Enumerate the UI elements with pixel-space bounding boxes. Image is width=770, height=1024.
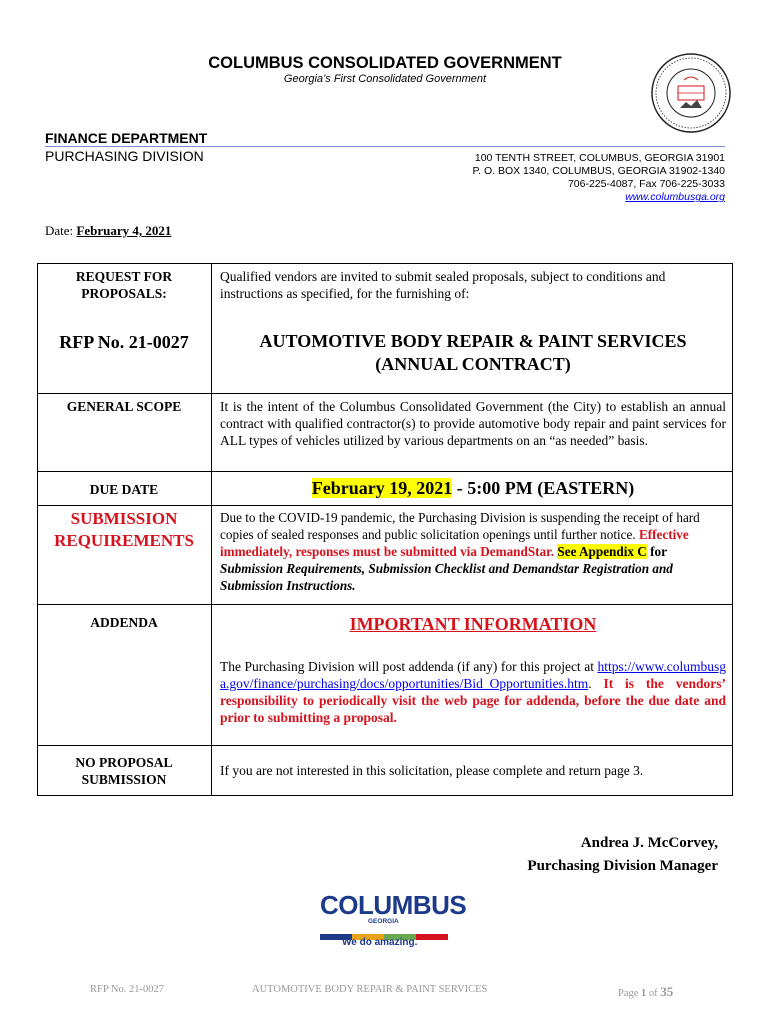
due-date-highlight: February 19, 2021: [311, 478, 453, 498]
important-heading: IMPORTANT INFORMATION: [349, 614, 597, 634]
submission-for: for: [646, 544, 667, 559]
rfp-title-line: AUTOMOTIVE BODY REPAIR & PAINT SERVICES: [259, 331, 687, 351]
scope-label: GENERAL SCOPE: [66, 399, 182, 414]
addenda-body: The Purchasing Division will post addenda (if any) for this project at: [220, 659, 598, 674]
submission-demandstar: Effective immediately, responses must be submitted via DemandStar.: [220, 527, 689, 559]
columbus-logo: [318, 890, 467, 952]
address-line: 100 TENTH STREET, COLUMBUS, GEORGIA 31901: [474, 152, 725, 164]
footer-page-of: of: [646, 988, 661, 999]
due-date-label: DUE DATE: [89, 482, 159, 497]
table-row-divider: [37, 745, 733, 746]
footer-rfp-number: RFP No. 21-0027: [90, 984, 164, 995]
table-column-divider: [211, 263, 212, 796]
logo-state: GEORGIA: [368, 918, 399, 925]
footer-page-prefix: Page: [618, 988, 642, 999]
date-label: Date:: [45, 223, 74, 238]
due-time: - 5:00 PM (EASTERN): [452, 478, 635, 498]
city-seal-icon: [650, 52, 732, 134]
date-line: [45, 223, 171, 239]
footer-page-number: 1: [641, 988, 647, 999]
scope-text: It is the intent of the Columbus Consolidated Government (the City) to establish an annual contract with qualified contractor(s) to provide automotive body repair and paint services for ALL types of vehicles utilized by various departments on an “as needed” basis.: [220, 399, 726, 448]
footer-page-total: 35: [660, 984, 674, 999]
submission-label: SUBMISSION REQUIREMENTS: [54, 509, 194, 550]
table-row-divider: [37, 393, 733, 394]
logo-wordmark: COLUMBUS: [320, 890, 467, 920]
logo-tagline: We do amazing.: [342, 937, 418, 948]
footer-title: AUTOMOTIVE BODY REPAIR & PAINT SERVICES: [252, 984, 488, 995]
address-block: [472, 152, 725, 204]
addenda-warning: It is the vendors’ responsibility to periodically visit the web page for addenda, before the due date and prior to submitting a proposal.: [220, 676, 727, 725]
table-row-divider: [37, 604, 733, 605]
table-row-divider: [37, 505, 733, 506]
logo-color-bar: [320, 927, 448, 933]
rfp-label: REQUEST FOR PROPOSALS:: [75, 269, 173, 301]
division-label: PURCHASING DIVISION: [45, 148, 204, 164]
address-line: P. O. BOX 1340, COLUMBUS, GEORGIA 31902-1340: [472, 165, 725, 177]
addenda-period: .: [588, 676, 604, 691]
submission-instructions: Submission Requirements, Submission Checklist and Demandstar Registration and Submission Instructions.: [220, 561, 673, 593]
signature-block: [527, 832, 718, 878]
rfp-intro: Qualified vendors are invited to submit sealed proposals, subject to conditions and instructions as specified, for the furnishing of:: [220, 269, 666, 301]
addenda-link[interactable]: https://www.columbusga.gov/finance/purchasing/docs/opportunities/Bid_Opportunities.htm: [220, 659, 726, 691]
department-label: FINANCE DEPARTMENT: [45, 130, 208, 146]
date-value: February 4, 2021: [76, 223, 172, 238]
header-rule: [45, 146, 725, 147]
org-subtitle: Georgia’s First Consolidated Government: [283, 73, 487, 85]
website-link[interactable]: www.columbusga.org: [625, 191, 725, 203]
no-proposal-label: NO PROPOSAL SUBMISSION: [75, 755, 173, 787]
signer-title: Purchasing Division Manager: [527, 858, 718, 874]
due-date-value: [220, 477, 726, 500]
signer-name: Andrea J. McCorvey,: [580, 835, 718, 851]
rfp-title: [220, 330, 726, 376]
footer-page: [618, 984, 673, 1000]
org-title: COLUMBUS CONSOLIDATED GOVERNMENT: [208, 54, 562, 72]
phone-fax-line: 706-225-4087, Fax 706-225-3033: [567, 178, 725, 190]
appendix-c-highlight: See Appendix C: [557, 544, 647, 559]
submission-body: Due to the COVID-19 pandemic, the Purchasing Division is suspending the receipt of hard copies of sealed responses and public solicitation openings until further notice.: [220, 510, 700, 542]
submission-text: [220, 509, 726, 594]
addenda-text: [220, 658, 726, 726]
addenda-label: ADDENDA: [90, 615, 158, 630]
table-row-divider: [37, 471, 733, 472]
rfp-number: RFP No. 21-0027: [59, 332, 189, 352]
no-proposal-text: If you are not interested in this solicitation, please complete and return page 3.: [220, 763, 644, 778]
rfp-title-line: (ANNUAL CONTRACT): [375, 354, 571, 374]
